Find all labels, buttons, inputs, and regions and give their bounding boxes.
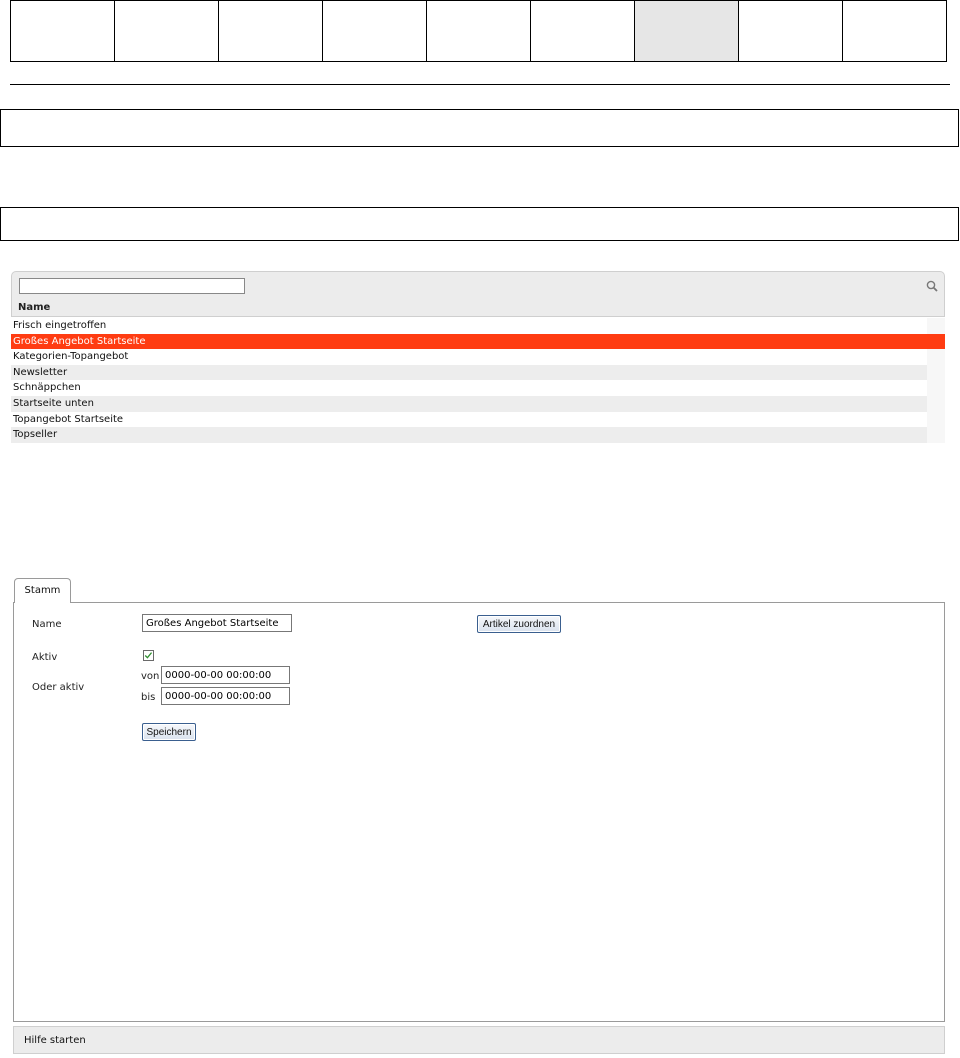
from-label: von — [141, 671, 160, 682]
column-header-name[interactable]: Name — [18, 302, 51, 313]
nav-item-3[interactable] — [219, 1, 323, 61]
help-bar[interactable] — [13, 1026, 945, 1054]
list-item[interactable]: Kategorien-Topangebot — [11, 349, 945, 365]
filter-bar — [0, 207, 959, 241]
list-item[interactable]: Newsletter — [11, 365, 945, 381]
name-label: Name — [32, 619, 62, 630]
nav-item-4[interactable] — [323, 1, 427, 61]
nav-item-7-active[interactable] — [635, 1, 739, 61]
list-item[interactable]: Topangebot Startseite — [11, 412, 945, 428]
to-date-field[interactable] — [161, 687, 290, 705]
from-date-field[interactable] — [161, 666, 290, 684]
nav-item-8[interactable] — [739, 1, 843, 61]
save-button[interactable]: Speichern — [142, 723, 196, 741]
tab-panel-stamm — [13, 602, 945, 1022]
active-label: Aktiv — [32, 652, 58, 663]
list-item-selected[interactable]: Großes Angebot Startseite — [11, 334, 945, 350]
top-nav — [10, 0, 947, 62]
list-item[interactable]: Schnäppchen — [11, 380, 945, 396]
assign-articles-button[interactable]: Artikel zuordnen — [477, 615, 561, 633]
list-rows — [11, 318, 945, 443]
list-header — [11, 271, 945, 317]
nav-item-2[interactable] — [115, 1, 219, 61]
sub-nav-bar — [0, 109, 959, 147]
to-label: bis — [141, 692, 156, 703]
nav-item-5[interactable] — [427, 1, 531, 61]
or-active-label: Oder aktiv — [32, 682, 85, 693]
nav-item-6[interactable] — [531, 1, 635, 61]
divider — [10, 84, 950, 85]
tab-stamm[interactable]: Stamm — [14, 578, 71, 603]
name-field[interactable] — [142, 614, 292, 632]
nav-item-1[interactable] — [11, 1, 115, 61]
list-item[interactable]: Frisch eingetroffen — [11, 318, 945, 334]
list-item[interactable]: Startseite unten — [11, 396, 945, 412]
search-input[interactable] — [19, 278, 245, 294]
list-item[interactable]: Topseller — [11, 427, 945, 443]
nav-item-9[interactable] — [843, 1, 946, 61]
list-panel — [11, 271, 945, 443]
search-icon[interactable] — [926, 280, 938, 292]
active-checkbox[interactable] — [143, 650, 154, 661]
checkmark-icon — [144, 651, 153, 660]
help-start-link[interactable]: Hilfe starten — [24, 1035, 86, 1046]
